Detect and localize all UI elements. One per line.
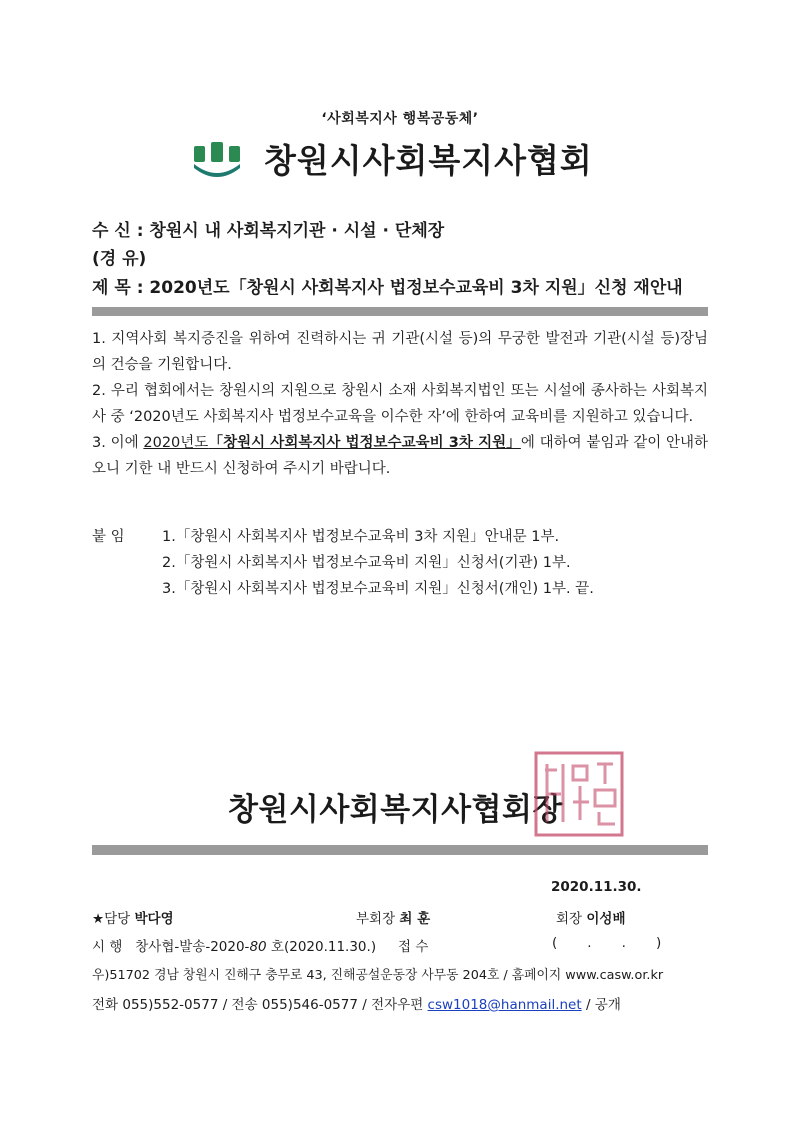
- president: [556, 907, 626, 927]
- attachments-list: [162, 524, 594, 602]
- disclosure: / 공개: [585, 997, 621, 1013]
- manager: [92, 907, 174, 927]
- receive-value: ( . . ): [552, 935, 662, 951]
- footer-separator: [92, 845, 708, 855]
- subject-label: 제 목: [92, 278, 131, 298]
- manager-label: ★담당: [92, 911, 131, 927]
- phone-fax: 전화 055)552-0577 / 전송 055)546-0577 / 전자우편: [92, 997, 424, 1013]
- paragraph-3-highlight: 「창원시 사회복지사 법정보수교육비 3차 지원」: [208, 435, 521, 451]
- enforce-label: 시 행: [92, 939, 123, 955]
- attachment-item: 2.「창원시 사회복지사 법정보수교육비 지원」신청서(기관) 1부.: [162, 555, 571, 571]
- org-header: [192, 134, 593, 182]
- paragraph-2: 2. 우리 협회에서는 창원시의 지원으로 창원시 소재 사회복지법인 또는 시설에 종사하는 사회복지사 중 ‘2020년도 사회복지사 법정보수교육을 이수한 자’에 한하여 교육비를 지원하고 있습니다.: [92, 383, 708, 425]
- doc-prefix: 창사협-발송-2020-: [135, 939, 250, 955]
- manager-name: 박다영: [134, 911, 174, 927]
- subject-value: 2020년도「창원시 사회복지사 법정보수교육비 3차 지원」신청 재안내: [149, 278, 683, 298]
- paragraph-3-suffix: 에 대하여 붙임과 같이 안내하오니 기한 내 반드시 신청하여 주시기 바랍니다.: [92, 435, 708, 477]
- paragraph-3-prefix: 3. 이에: [92, 435, 144, 451]
- vice-label: 부회장: [356, 911, 396, 927]
- receive-label: 접 수: [398, 939, 429, 955]
- recipient-colon: :: [136, 221, 150, 241]
- body-text: [92, 326, 708, 482]
- via-line: (경 유): [92, 249, 147, 269]
- official-seal-icon: [533, 750, 625, 838]
- doc-suffix: 호(2020.11.30.): [270, 939, 377, 955]
- email-link[interactable]: csw1018@hanmail.net: [427, 997, 582, 1013]
- vice-president: [356, 907, 430, 927]
- attachment-item: 1.「창원시 사회복지사 법정보수교육비 3차 지원」안내문 1부.: [162, 529, 560, 545]
- contact-line: [92, 993, 621, 1013]
- enforcement-line: [92, 935, 376, 955]
- org-title: 창원시사회복지사협회: [264, 140, 593, 180]
- slogan: ‘사회복지사 행복공동체’: [321, 111, 479, 127]
- president-label: 회장: [556, 911, 583, 927]
- issue-date: 2020.11.30.: [551, 879, 642, 895]
- doc-number: 80: [249, 939, 267, 955]
- org-logo-icon: [192, 138, 242, 178]
- recipient-line: [92, 216, 444, 241]
- attachment-item: 3.「창원시 사회복지사 법정보수교육비 지원」신청서(개인) 1부. 끝.: [162, 581, 594, 597]
- vice-name: 최 훈: [399, 911, 431, 927]
- paragraph-3-year: 2020년도: [143, 435, 209, 451]
- signature: 창원시사회복지사협회장: [228, 792, 563, 828]
- paragraph-3: [92, 430, 708, 482]
- attachments-label: 붙 임: [92, 529, 125, 545]
- subject-colon: :: [136, 278, 150, 298]
- recipient-label: 수 신: [92, 221, 131, 241]
- paragraph-1: 1. 지역사회 복지증진을 위하여 진력하시는 귀 기관(시설 등)의 무궁한 발전과 기관(시설 등)장님의 건승을 기원합니다.: [92, 331, 708, 373]
- address: 우)51702 경남 창원시 진해구 충무로 43, 진해공설운동장 사무동 204호 / 홈페이지 www.casw.or.kr: [92, 968, 664, 983]
- president-name: 이성배: [586, 911, 626, 927]
- header-separator: [92, 307, 708, 316]
- recipient-value: 창원시 내 사회복지기관 · 시설 · 단체장: [149, 221, 445, 241]
- subject-line: [92, 273, 683, 298]
